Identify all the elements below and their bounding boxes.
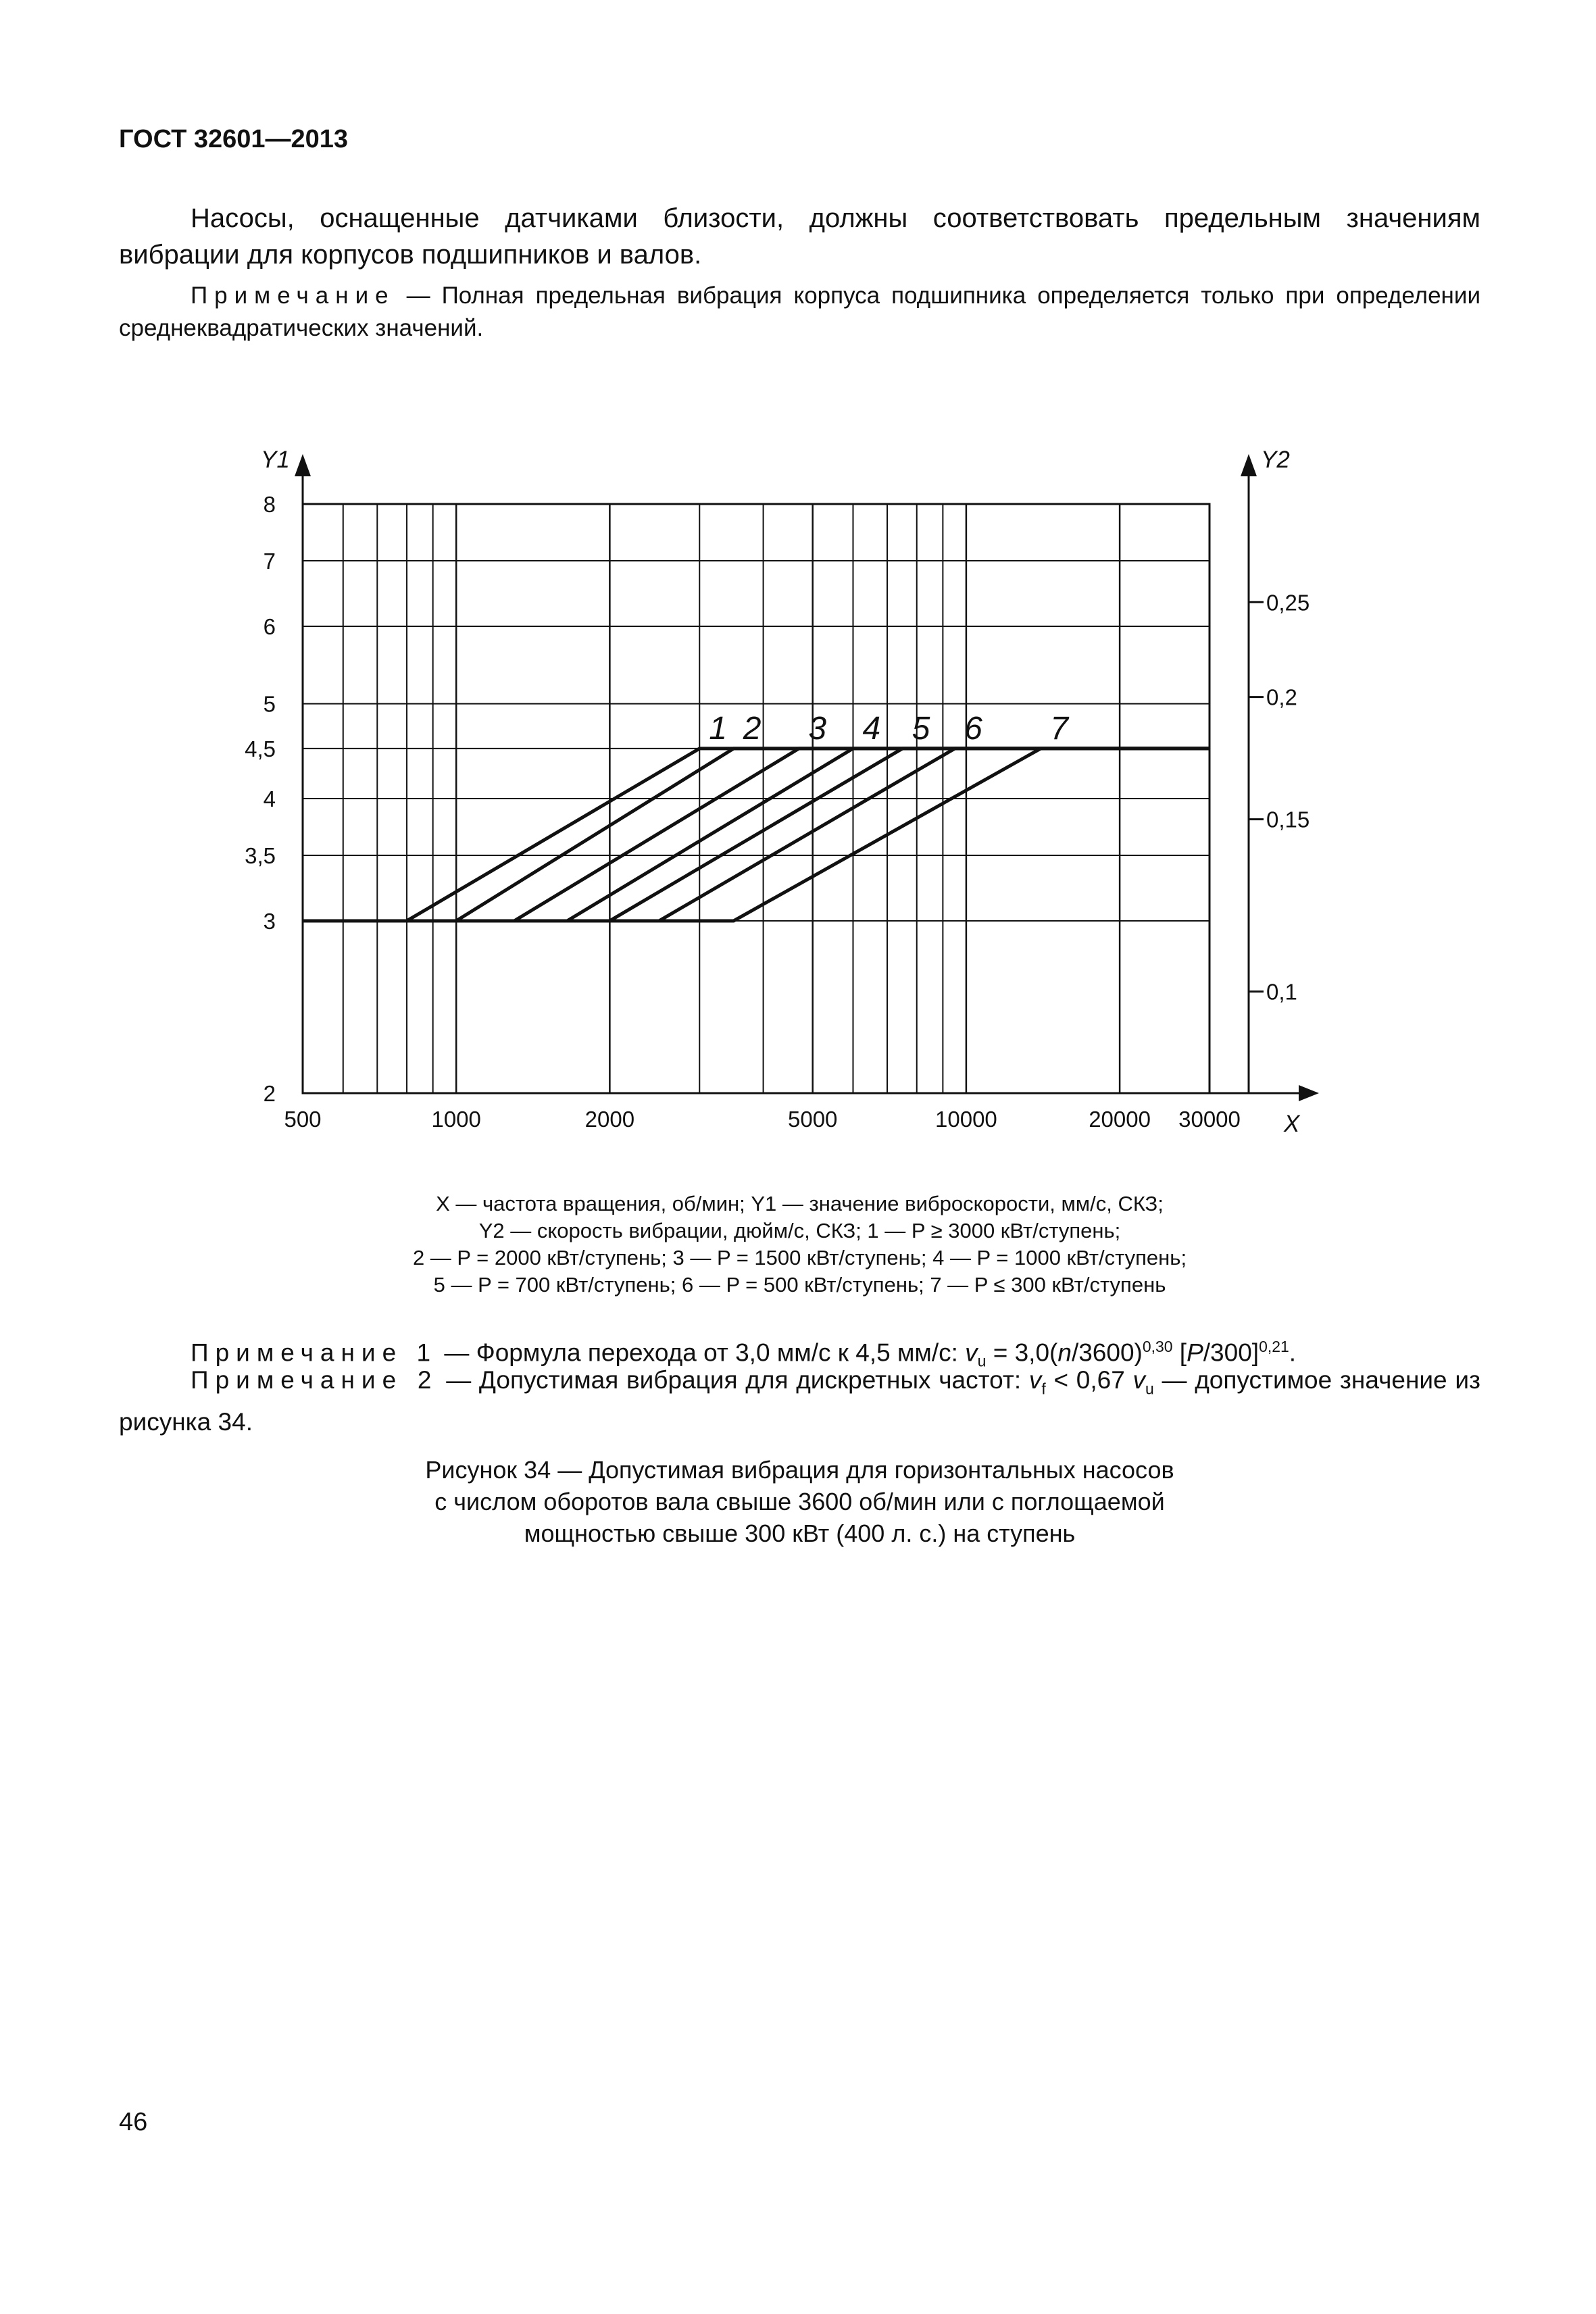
x-tick-label: 1000: [431, 1107, 481, 1132]
document-header: ГОСТ 32601—2013: [119, 125, 349, 153]
note2-sub-f: f: [1041, 1380, 1046, 1398]
note1-label: Примечание 1: [191, 1338, 438, 1367]
note1-exp2: 0,21: [1259, 1338, 1289, 1355]
y1-tick-label: 6: [263, 613, 276, 639]
note1-var-v: v: [965, 1338, 978, 1367]
legend-line: Y2 — скорость вибрации, дюйм/с, СКЗ; 1 — P ≥ 3000 кВт/ступень;: [478, 1219, 1121, 1242]
x-tick-label: 20000: [1089, 1107, 1151, 1132]
note-label: Примечание: [191, 282, 395, 309]
caption-line: с числом оборотов вала свыше 3600 об/мин или с поглощаемой: [434, 1488, 1165, 1515]
note1-var-n: n: [1057, 1338, 1072, 1367]
x-axis-arrow: [1299, 1085, 1319, 1101]
note1-end: .: [1289, 1338, 1296, 1367]
note2-text-c: — допустимое значение из рисунка 34.: [119, 1366, 1480, 1436]
y2-tick-label: 0,2: [1266, 684, 1297, 710]
note1-text: — Формула перехода от 3,0 мм/с к 4,5 мм/с:: [444, 1338, 966, 1367]
page-number: 46: [119, 2108, 148, 2136]
x-tick-label: 500: [284, 1107, 322, 1132]
x-axis-label: X: [1284, 1111, 1300, 1137]
note2-label: Примечание 2: [191, 1366, 439, 1394]
note1-eq-b: /3600): [1071, 1338, 1143, 1367]
legend-line: 5 — P = 700 кВт/ступень; 6 — P = 500 кВт/ступень; 7 — P ≤ 300 кВт/ступень: [433, 1273, 1166, 1297]
y1-tick-label: 7: [263, 548, 276, 574]
figure-caption: [119, 1454, 1480, 1549]
y1-tick-label: 2: [263, 1081, 276, 1106]
x-tick-label: 10000: [935, 1107, 997, 1132]
note-2: [119, 1363, 1480, 1439]
y1-tick-label: 4: [263, 786, 276, 811]
y1-axis-arrow: [295, 454, 311, 476]
x-tick-label: 2000: [584, 1107, 635, 1132]
y1-tick-label: 3: [263, 908, 276, 934]
series-label-3: 3: [808, 710, 827, 747]
note2-sub-u: u: [1145, 1380, 1154, 1398]
y2-tick-label: 0,25: [1266, 590, 1310, 615]
note1-eq-a: = 3,0(: [986, 1338, 1058, 1367]
y1-tick-label: 8: [263, 492, 276, 517]
series-label-5: 5: [912, 710, 930, 747]
y1-tick-label: 5: [263, 691, 276, 717]
series-label-2: 2: [743, 710, 762, 747]
y1-tick-label: 4,5: [245, 736, 276, 761]
y2-tick-label: 0,15: [1266, 807, 1310, 832]
note1-eq-c: [: [1172, 1338, 1187, 1367]
note-text: — Полная предельная вибрация корпуса подшипника определяется только при определении среднеквадратических значений.: [119, 282, 1480, 341]
note1-sub-u: u: [977, 1352, 987, 1370]
series-group: [303, 749, 1210, 921]
legend-line: X — частота вращения, об/мин; Y1 — значение виброскорости, мм/с, СКЗ;: [436, 1192, 1164, 1215]
y1-tick-label: 3,5: [245, 842, 276, 868]
y2-axis-label: Y2: [1261, 447, 1290, 473]
intro-paragraph: Насосы, оснащенные датчиками близости, должны соответствовать предельным значениям вибрации для корпусов подшипников и валов.: [119, 203, 1480, 270]
x-tick-label: 30000: [1178, 1107, 1241, 1132]
note2-var-vu: v: [1132, 1366, 1146, 1394]
note2-text-b: < 0,67: [1045, 1366, 1133, 1394]
series-label-7: 7: [1050, 710, 1068, 747]
series-label-4: 4: [862, 710, 881, 747]
caption-line: мощностью свыше 300 кВт (400 л. с.) на ступень: [524, 1519, 1076, 1547]
note1-exp1: 0,30: [1142, 1338, 1173, 1355]
series-label-1: 1: [709, 710, 727, 747]
series-label-6: 6: [964, 710, 982, 747]
caption-line: Рисунок 34 — Допустимая вибрация для горизонтальных насосов: [425, 1456, 1174, 1484]
y1-axis-label: Y1: [261, 447, 290, 473]
x-tick-label: 5000: [788, 1107, 838, 1132]
figure-legend: [119, 1190, 1480, 1299]
note1-eq-d: /300]: [1203, 1338, 1260, 1367]
y2-tick-label: 0,1: [1266, 979, 1297, 1005]
tick-labels: [245, 447, 1310, 1137]
note2-var-vf: v: [1028, 1366, 1042, 1394]
note2-text-a: — Допустимая вибрация для дискретных частот:: [446, 1366, 1029, 1394]
legend-line: 2 — P = 2000 кВт/ступень; 3 — P = 1500 кВт/ступень; 4 — P = 1000 кВт/ступень;: [412, 1246, 1187, 1269]
note1-var-p: P: [1187, 1338, 1203, 1367]
y2-axis-arrow: [1241, 454, 1257, 476]
